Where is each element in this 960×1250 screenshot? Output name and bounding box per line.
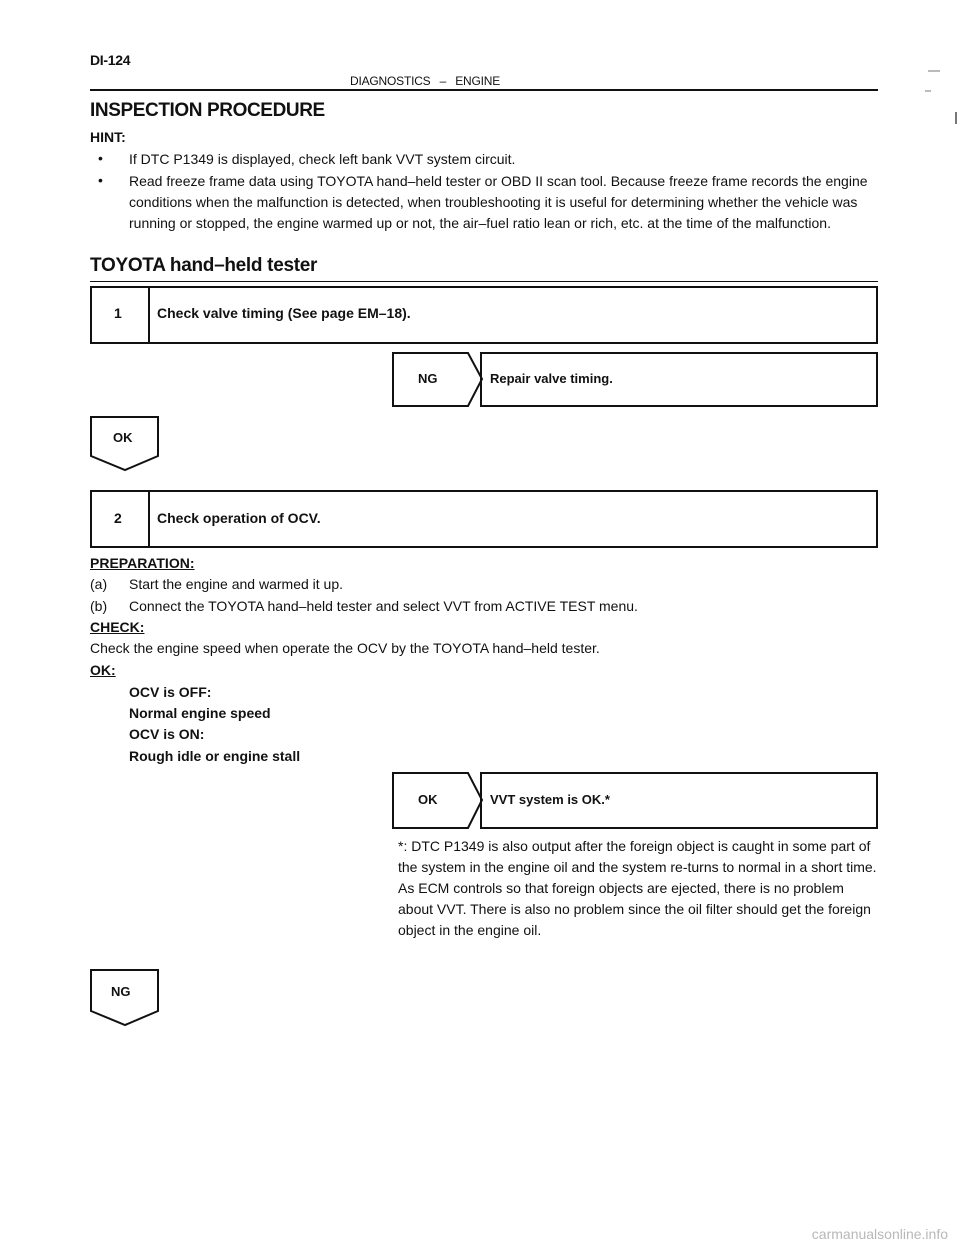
step-1-text: Check valve timing (See page EM–18). — [157, 305, 411, 321]
ok-arrow-icon — [392, 772, 488, 830]
step-2-text: Check operation of OCV. — [157, 510, 321, 526]
bullet-icon: • — [98, 172, 103, 188]
step-divider — [148, 286, 150, 344]
step-1-number: 1 — [114, 305, 122, 321]
section-header — [350, 74, 500, 88]
hint-bullet-2: Read freeze frame data using TOYOTA hand–held tester or OBD II scan tool. Because freeze frame records the engine conditions when the malfunction is detected, when troubleshooting it is useful for determining whether the vehicle was running or stopped, the engine warmed up or not, the air–fuel ratio lean or rich, etc. at the time of the malfunction. — [129, 173, 868, 231]
prep-step-b: Connect the TOYOTA hand–held tester and select VVT from ACTIVE TEST menu. — [129, 598, 638, 614]
hint-bullet-1: If DTC P1349 is displayed, check left bank VVT system circuit. — [129, 151, 516, 167]
ok-condition-4: Rough idle or engine stall — [129, 748, 301, 764]
step-2-ok-result: VVT system is OK.* — [490, 792, 610, 807]
section-title: TOYOTA hand–held tester — [90, 255, 318, 276]
page-title: INSPECTION PROCEDURE — [90, 100, 325, 121]
header-rule — [90, 89, 878, 91]
step-2-ok-tag: OK — [418, 792, 438, 807]
scan-speck — [928, 70, 940, 72]
check-text: Check the engine speed when operate the OCV by the TOYOTA hand–held tester. — [90, 640, 600, 656]
preparation-label: PREPARATION: — [90, 555, 195, 571]
step-2-ng-tag: NG — [111, 984, 131, 999]
prep-step-a: Start the engine and warmed it up. — [129, 576, 344, 592]
ok-condition-1: OCV is OFF: — [129, 684, 212, 700]
footer-watermark: carmanualsonline.info — [811, 1226, 948, 1242]
step-1-ng-result: Repair valve timing. — [490, 371, 613, 386]
section-rule — [90, 281, 878, 282]
bullet-icon: • — [98, 150, 103, 166]
hint-label: HINT: — [90, 129, 126, 145]
scan-speck — [955, 112, 957, 124]
check-label: CHECK: — [90, 619, 145, 635]
subsection-name: ENGINE — [455, 74, 501, 88]
ok-label: OK: — [90, 662, 116, 678]
prep-marker-b: (b) — [90, 598, 108, 614]
step-2-number: 2 — [114, 510, 122, 526]
prep-marker-a: (a) — [90, 576, 108, 592]
header-separator: – — [439, 74, 447, 88]
ok-condition-2: Normal engine speed — [129, 705, 271, 721]
step-1-ng-tag: NG — [418, 371, 438, 386]
step-1-ok-tag: OK — [113, 430, 133, 445]
section-name: DIAGNOSTICS — [350, 74, 431, 88]
foreign-object-note: *: DTC P1349 is also output after the foreign object is caught in some part of the system in the engine oil and the system re-turns to normal in a short time. As ECM controls so that foreign objects are ejected, there is no problem about VVT. There is also no problem since the oil filter should get the foreign object in the engine oil. — [398, 838, 877, 938]
scan-speck — [925, 90, 931, 92]
page-id: DI-124 — [90, 52, 131, 68]
step-divider — [148, 490, 150, 548]
ng-arrow-icon — [392, 352, 488, 408]
ok-condition-3: OCV is ON: — [129, 726, 205, 742]
